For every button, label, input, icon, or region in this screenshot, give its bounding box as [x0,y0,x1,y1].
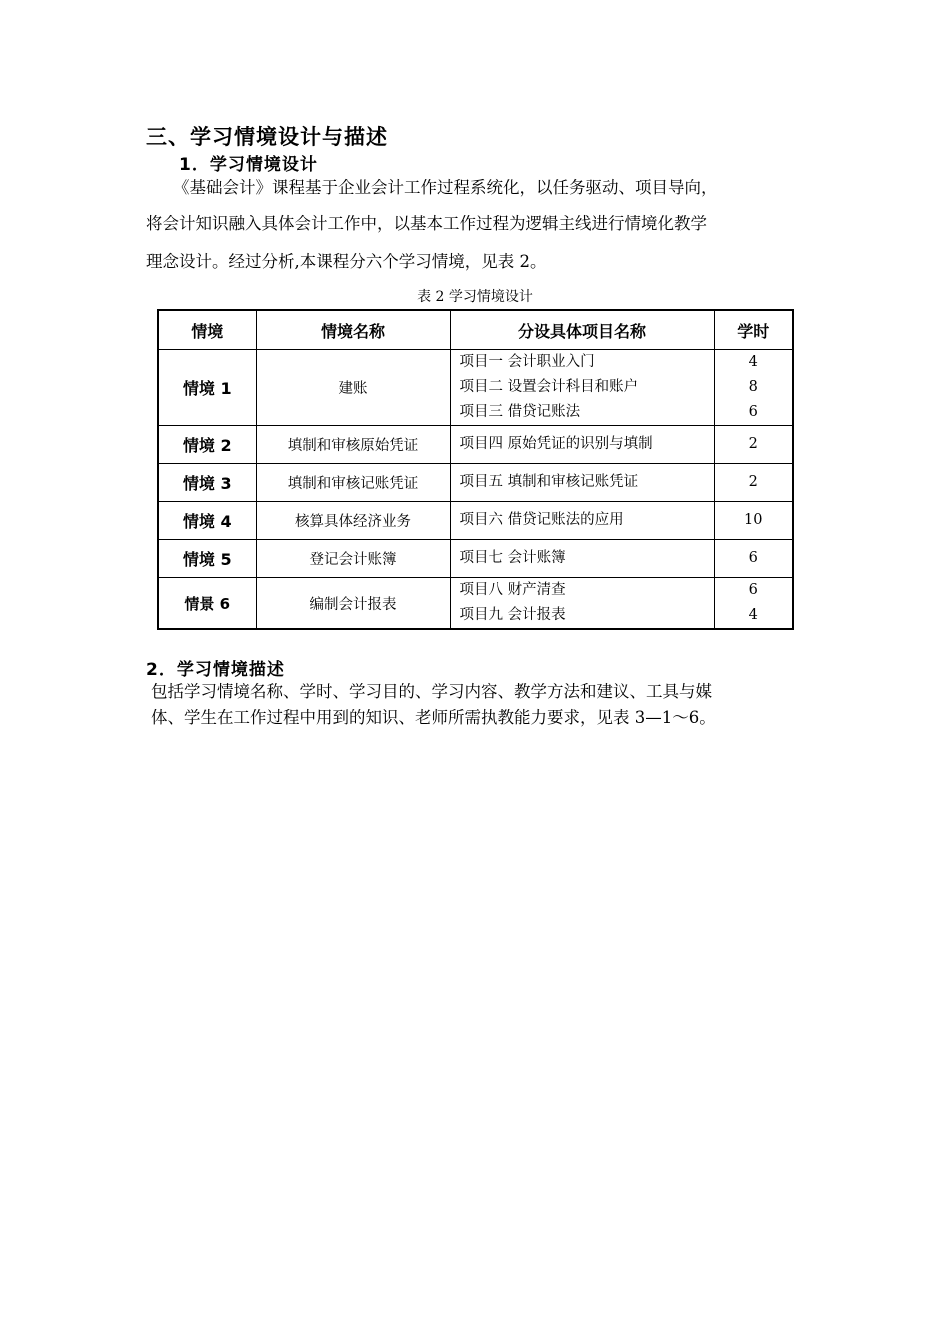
hours-cell [714,464,793,502]
section-heading: 三、学习情境设计与描述 [146,125,388,149]
subsection-title-description: 2．学习情境描述 [146,660,285,680]
hours-value: 6 [748,404,758,420]
situation-name-cell: 编制会计报表 [256,578,450,630]
table-row [158,464,793,502]
situation-table [157,309,794,630]
hours-cell [714,540,793,578]
paragraph-line: 体、学生在工作过程中用到的知识、老师所需执教能力要求，见表 3—1～6。 [151,708,716,727]
situation-name-cell: 填制和审核记账凭证 [256,464,450,502]
hours-cell [714,426,793,464]
project-cell [450,464,714,502]
situation-name-cell: 建账 [256,350,450,426]
table-row [158,350,793,426]
situation-cell: 情境 1 [158,350,256,426]
table-row [158,426,793,464]
project-item: 项目一 会计职业入门 [459,354,595,370]
situation-cell: 情境 2 [158,426,256,464]
project-item: 项目八 财产清查 [459,582,566,598]
header-hours: 学时 [714,310,793,350]
table-caption: 表 2 学习情境设计 [417,289,533,305]
project-item: 项目二 设置会计科目和账户 [459,379,639,395]
hours-cell [714,350,793,426]
hours-value: 10 [744,512,763,528]
paragraph-line: 包括学习情境名称、学时、学习目的、学习内容、教学方法和建议、工具与媒 [151,682,712,701]
project-item: 项目七 会计账簿 [459,550,566,566]
situation-cell: 情境 5 [158,540,256,578]
project-item: 项目六 借贷记账法的应用 [459,512,624,528]
paragraph-line: 《基础会计》课程基于企业会计工作过程系统化，以任务驱动、项目导向， [173,178,718,197]
table-header-row [158,310,793,350]
situation-name-cell: 登记会计账簿 [256,540,450,578]
table-row [158,578,793,630]
paragraph-line: 将会计知识融入具体会计工作中，以基本工作过程为逻辑主线进行情境化教学 [146,214,707,233]
hours-value: 4 [748,354,758,370]
project-cell [450,540,714,578]
hours-value: 2 [748,436,758,452]
project-item: 项目九 会计报表 [459,607,566,623]
situation-name-cell: 填制和审核原始凭证 [256,426,450,464]
project-item: 项目三 借贷记账法 [459,404,581,420]
hours-value: 6 [748,550,758,566]
hours-value: 2 [748,474,758,490]
project-cell [450,426,714,464]
situation-cell: 情境 4 [158,502,256,540]
table-row [158,540,793,578]
header-situation-name: 情境名称 [256,310,450,350]
hours-cell [714,502,793,540]
project-cell [450,350,714,426]
project-cell [450,578,714,630]
paragraph-line: 理念设计。经过分析,本课程分六个学习情境，见表 2。 [146,252,547,271]
situation-cell: 情境 3 [158,464,256,502]
hours-value: 6 [748,582,758,598]
header-project-names: 分设具体项目名称 [450,310,714,350]
hours-value: 4 [748,607,758,623]
project-item: 项目五 填制和审核记账凭证 [459,474,639,490]
hours-cell [714,578,793,630]
situation-name-cell: 核算具体经济业务 [256,502,450,540]
project-cell [450,502,714,540]
situation-cell: 情景 6 [158,578,256,630]
subsection-title-design: 1．学习情境设计 [179,155,318,175]
hours-value: 8 [748,379,758,395]
header-situation: 情境 [158,310,256,350]
table-row [158,502,793,540]
project-item: 项目四 原始凭证的识别与填制 [459,436,653,452]
